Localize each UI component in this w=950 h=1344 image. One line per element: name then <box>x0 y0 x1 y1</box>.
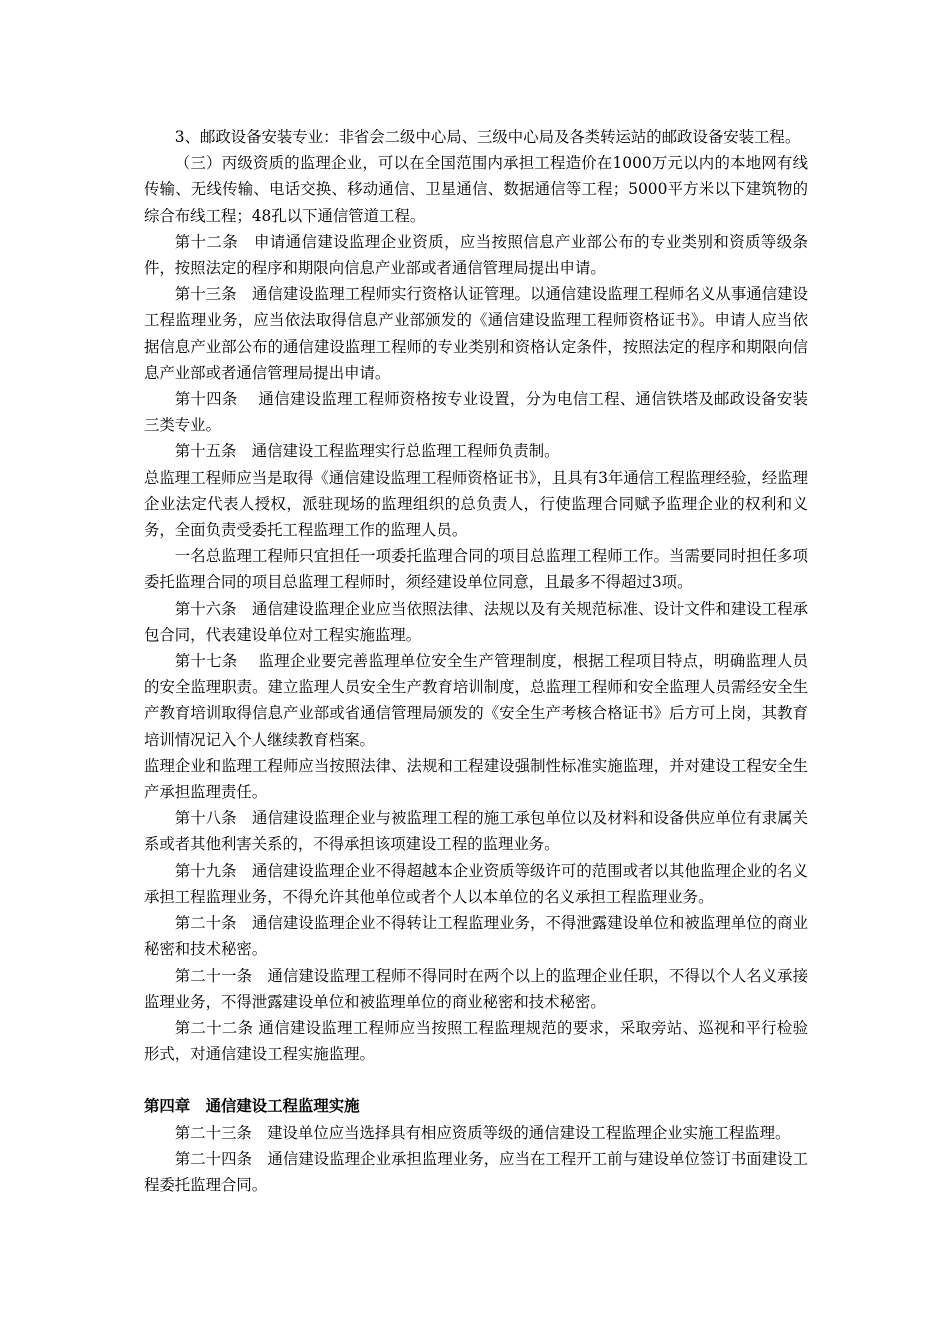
article-12: 第十二条 申请通信建设监理企业资质，应当按照信息产业部公布的专业类别和资质等级条件，按照法定的程序和期限向信息产业部或者通信管理局提出申请。 <box>144 232 808 278</box>
paragraph-class-c-qualification: （三）丙级资质的监理企业，可以在全国范围内承担工程造价在1000万元以内的本地网有线传输、无线传输、电话交换、移动通信、卫星通信、数据通信等工程；5000平方米以下建筑物的综合布线工程；48孔以下通信管道工程。 <box>144 154 808 225</box>
article-20: 第二十条 通信建设监理企业不得转让工程监理业务，不得泄露建设单位和被监理单位的商业秘密和技术秘密。 <box>144 914 808 959</box>
article-15-single-contract: 一名总监理工程师只宜担任一项委托监理合同的项目总监理工程师工作。当需要同时担任多项委托监理合同的项目总监理工程师时，须经建设单位同意，且最多不得超过3项。 <box>144 547 808 592</box>
article-19: 第十九条 通信建设监理企业不得超越本企业资质等级许可的范围或者以其他监理企业的名义承担工程监理业务，不得允许其他单位或者个人以本单位的名义承担工程监理业务。 <box>144 861 808 906</box>
article-23: 第二十三条 建设单位应当选择具有相应资质等级的通信建设工程监理企业实施工程监理。 <box>174 1123 791 1142</box>
article-17-safety-responsibility: 监理企业和监理工程师应当按照法律、法规和工程建设强制性标准实施监理，并对建设工程安全生产承担监理责任。 <box>144 756 808 802</box>
article-16: 第十六条 通信建设监理企业应当依照法律、法规以及有关规范标准、设计文件和建设工程承包合同，代表建设单位对工程实施监理。 <box>144 599 808 644</box>
article-24: 第二十四条 通信建设监理企业承担监理业务，应当在工程开工前与建设单位签订书面建设工程委托监理合同。 <box>144 1149 808 1194</box>
article-15-chief-engineer: 总监理工程师应当是取得《通信建设监理工程师资格证书》，且具有3年通信工程监理经验，经监理企业法定代表人授权，派驻现场的监理组织的总负责人，行使监理合同赋予监理企业的权利和义务，全面负责受委托工程监理工作的监理人员。 <box>144 468 808 540</box>
paragraph-postal-equipment: 3、邮政设备安装专业：非省会二级中心局、三级中心局及各类转运站的邮政设备安装工程。 <box>174 128 801 146</box>
chapter-4-heading: 第四章 通信建设工程监理实施 <box>144 1097 360 1116</box>
article-21: 第二十一条 通信建设监理工程师不得同时在两个以上的监理企业任职，不得以个人名义承接监理业务，不得泄露建设单位和被监理单位的商业秘密和技术秘密。 <box>144 966 808 1011</box>
article-15: 第十五条 通信建设工程监理实行总监理工程师负责制。 <box>174 442 560 461</box>
article-14: 第十四条 通信建设监理工程师资格按专业设置，分为电信工程、通信铁塔及邮政设备安装三类专业。 <box>144 390 808 435</box>
document-page <box>144 124 808 1198</box>
article-13: 第十三条 通信建设监理工程师实行资格认证管理。以通信建设监理工程师名义从事通信建设工程监理业务，应当依法取得信息产业部颁发的《通信建设监理工程师资格证书》。申请人应当依据信息产业部公布的通信建设监理工程师的专业类别和资格认定条件，按照法定的程序和期限向信息产业部或者通信管理局提出申请。 <box>144 285 808 382</box>
article-22: 第二十二条 通信建设监理工程师应当按照工程监理规范的要求，采取旁站、巡视和平行检验形式，对通信建设工程实施监理。 <box>144 1018 808 1064</box>
article-17: 第十七条 监理企业要完善监理单位安全生产管理制度，根据工程项目特点，明确监理人员的安全监理职责。建立监理人员安全生产教育培训制度，总监理工程师和安全监理人员需经安全生产教育培训取得信息产业部或省通信管理局颁发的《安全生产考核合格证书》后方可上岗，其教育培训情况记入个人继续教育档案。 <box>144 652 808 749</box>
article-18: 第十八条 通信建设监理企业与被监理工程的施工承包单位以及材料和设备供应单位有隶属关系或者其他利害关系的，不得承担该项建设工程的监理业务。 <box>144 809 808 854</box>
